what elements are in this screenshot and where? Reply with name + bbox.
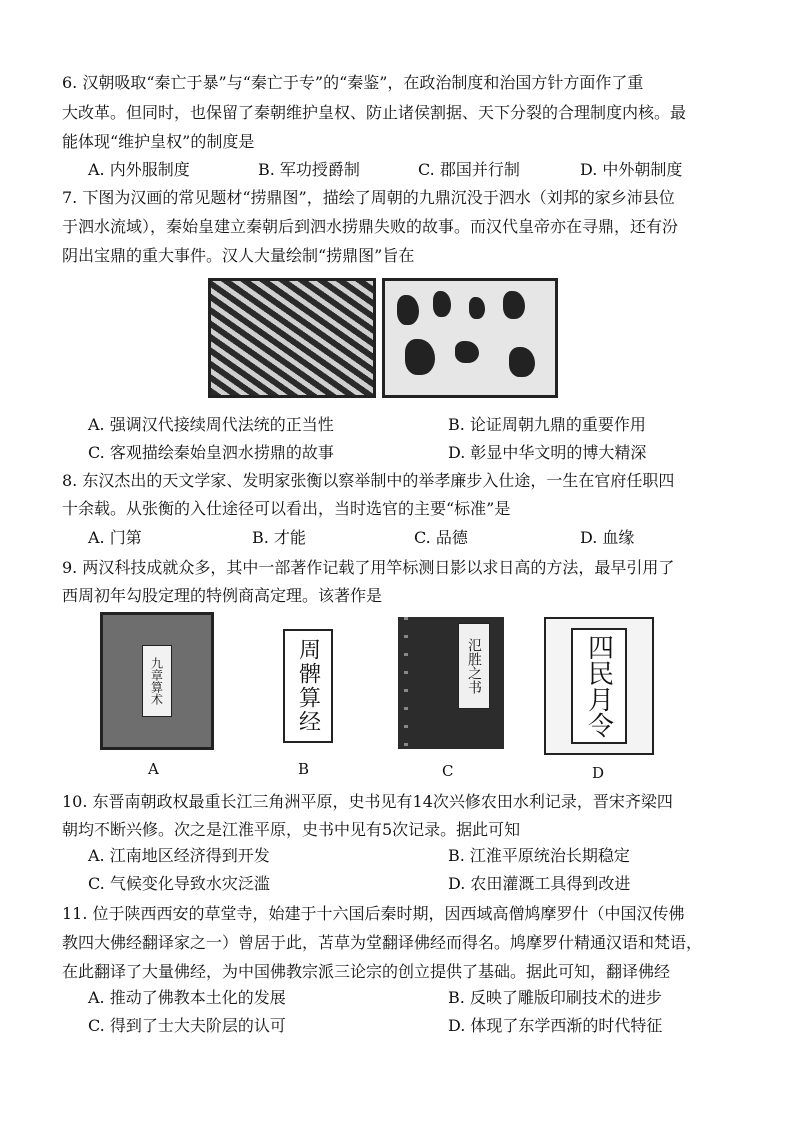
q6-stem-line-3: 能体现“维护皇权”的制度是 — [62, 132, 255, 151]
q6-option-d: D. 中外朝制度 — [580, 160, 683, 179]
q11-option-d: D. 体现了东学西渐的时代特征 — [448, 1016, 663, 1035]
book-image-a — [100, 612, 214, 750]
q6-stem-line-1: 6. 汉朝吸取“秦亡于暴”与“秦亡于专”的“秦鉴”，在政治制度和治国方针方面作了重 — [62, 73, 644, 92]
q7-stem-line-1: 7. 下图为汉画的常见题材“捞鼎图”，描绘了周朝的九鼎沉没于泗水（刘邦的家乡沛县位 — [62, 188, 675, 207]
book-caption-b: B — [298, 760, 310, 778]
book-title-a: 九章算术 — [142, 645, 172, 717]
q6-stem-line-2: 大改革。但同时，也保留了秦朝维护皇权、防止诸侯割据、天下分裂的合理制度内核。最 — [62, 103, 687, 122]
q7-stem-line-3: 阴出宝鼎的重大事件。汉人大量绘制“捞鼎图”旨在 — [62, 246, 415, 265]
book-title-d: 四民月令 — [571, 628, 627, 744]
q9-stem-line-2: 西周初年勾股定理的特例商高定理。该著作是 — [62, 586, 383, 605]
lao-ding-rubbing-right-image — [382, 278, 558, 398]
book-image-b — [262, 618, 354, 754]
book-binding-stitches — [404, 617, 408, 749]
book-title-c: 氾胜之书 — [458, 623, 490, 709]
q6-option-b: B. 军功授爵制 — [258, 160, 360, 179]
q8-stem-line-2: 十余载。从张衡的入仕途径可以看出，当时选官的主要“标准”是 — [62, 499, 511, 518]
q11-option-a: A. 推动了佛教本土化的发展 — [88, 988, 286, 1007]
book-title-b: 周髀算经 — [283, 629, 333, 743]
q11-option-b: B. 反映了雕版印刷技术的进步 — [448, 988, 662, 1007]
q8-option-c: C. 品德 — [414, 528, 468, 547]
q10-option-b: B. 江淮平原统治长期稳定 — [448, 846, 630, 865]
q7-option-a: A. 强调汉代接续周代法统的正当性 — [88, 415, 334, 434]
book-caption-c: C — [442, 762, 454, 780]
q11-stem-line-2: 教四大佛经翻译家之一）曾居于此，苫草为堂翻译佛经而得名。鸠摩罗什精通汉语和梵语， — [62, 933, 703, 952]
q8-option-d: D. 血缘 — [580, 528, 635, 547]
q9-stem-line-1: 9. 两汉科技成就众多，其中一部著作记载了用竿标测日影以求日高的方法，最早引用了 — [62, 558, 675, 577]
q7-stem-line-2: 于泗水流域），秦始皇建立秦朝后到泗水捞鼎失败的故事。而汉代皇帝亦在寻鼎，还有汾 — [62, 217, 679, 236]
book-image-d — [544, 617, 654, 755]
q6-option-c: C. 郡国并行制 — [418, 160, 520, 179]
q10-stem-line-1: 10. 东晋南朝政权最重长江三角洲平原，史书见有14次兴修农田水利记录，晋宋齐梁四 — [62, 792, 673, 811]
q11-option-c: C. 得到了士大夫阶层的认可 — [88, 1016, 286, 1035]
q6-option-a: A. 内外服制度 — [88, 160, 190, 179]
q10-option-d: D. 农田灌溉工具得到改进 — [448, 874, 631, 893]
book-caption-d: D — [592, 764, 605, 782]
q7-option-c: C. 客观描绘秦始皇泗水捞鼎的故事 — [88, 443, 334, 462]
q8-option-b: B. 才能 — [252, 528, 306, 547]
q8-stem-line-1: 8. 东汉杰出的天文学家、发明家张衡以察举制中的举孝廉步入仕途，一生在官府任职四 — [62, 471, 675, 490]
book-image-c — [398, 617, 504, 749]
q10-option-c: C. 气候变化导致水灾泛滥 — [88, 874, 270, 893]
q7-option-b: B. 论证周朝九鼎的重要作用 — [448, 415, 646, 434]
q8-option-a: A. 门第 — [88, 528, 142, 547]
q10-stem-line-2: 朝均不断兴修。次之是江淮平原，史书中见有5次记录。据此可知 — [62, 820, 521, 839]
q10-option-a: A. 江南地区经济得到开发 — [88, 846, 270, 865]
lao-ding-rubbing-left-image — [208, 278, 376, 398]
book-caption-a: A — [148, 760, 159, 778]
q11-stem-line-3: 在此翻译了大量佛经，为中国佛教宗派三论宗的创立提供了基础。据此可知，翻译佛经 — [62, 962, 671, 981]
q7-option-d: D. 彰显中华文明的博大精深 — [448, 443, 647, 462]
q11-stem-line-1: 11. 位于陕西西安的草堂寺，始建于十六国后秦时期，因西域高僧鸠摩罗什（中国汉传佛 — [62, 904, 685, 923]
